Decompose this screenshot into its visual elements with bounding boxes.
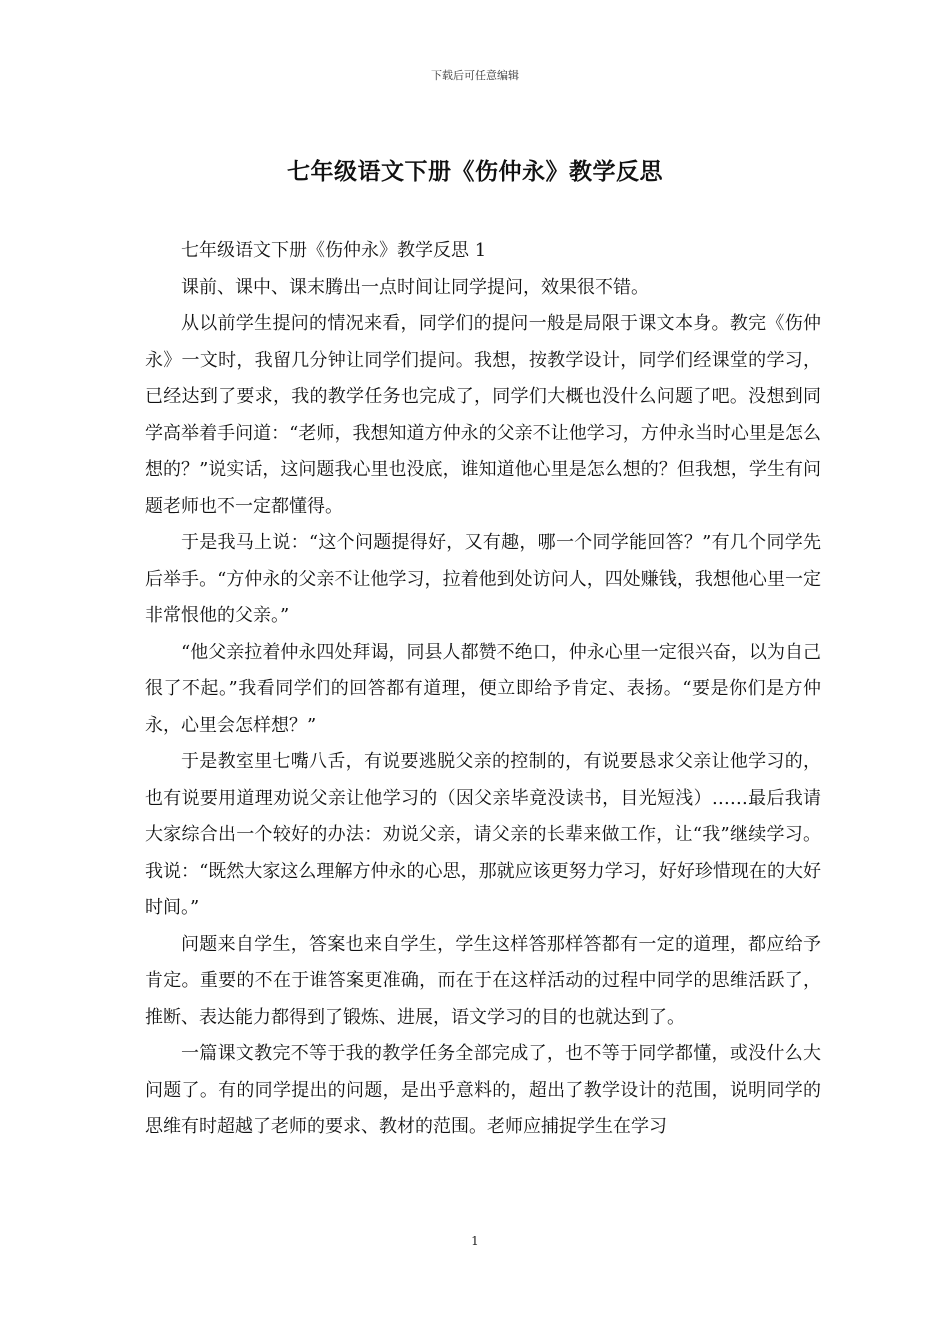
page-number: 1 bbox=[471, 1234, 479, 1248]
body-paragraph: 于是我马上说：“这个问题提得好，又有趣，哪一个同学能回答？”有几个同学先后举手。“方仲永的父亲不让他学习，拉着他到处访问人，四处赚钱，我想他心里一定非常恨他的父亲。” bbox=[145, 532, 821, 626]
page-header: 下载后可任意编辑 bbox=[431, 69, 519, 82]
body-paragraph: 从以前学生提问的情况来看，同学们的提问一般是局限于课文本身。教完《伤仲永》一文时，我留几分钟让同学们提问。我想，按教学设计，同学们经课堂的学习，已经达到了要求，我的教学任务也完成了，同学们大概也没什么问题了吧。没想到同学高举着手问道：“老师，我想知道方仲永的父亲不让他学习，方仲永当时心里是怎么想的？”说实话，这问题我心里也没底，谁知道他心里是怎么想的？但我想，学生有问题老师也不一定都懂得。 bbox=[145, 313, 821, 517]
body-paragraph: 一篇课文教完不等于我的教学任务全部完成了，也不等于同学都懂，或没什么大问题了。有的同学提出的问题，是出乎意料的，超出了教学设计的范围，说明同学的思维有时超越了老师的要求、教材的范围。老师应捕捉学生在学习 bbox=[145, 1043, 821, 1137]
body-paragraph: “他父亲拉着仲永四处拜谒，同县人都赞不绝口，仲永心里一定很兴奋，以为自己很了不起。”我看同学们的回答都有道理，便立即给予肯定、表扬。“要是你们是方仲永，心里会怎样想？” bbox=[145, 641, 821, 736]
subtitle-paragraph: 七年级语文下册《伤仲永》教学反思 1 bbox=[181, 240, 487, 261]
body-paragraph: 问题来自学生，答案也来自学生，学生这样答那样答都有一定的道理，都应给予肯定。重要的不在于谁答案更准确，而在于在这样活动的过程中同学的思维活跃了，推断、表达能力都得到了锻炼、进展，语文学习的目的也就达到了。 bbox=[145, 933, 821, 1028]
document-body bbox=[145, 233, 821, 1146]
body-paragraph: 课前、课中、课末腾出一点时间让同学提问，效果很不错。 bbox=[181, 276, 649, 298]
body-paragraph: 于是教室里七嘴八舌，有说要逃脱父亲的控制的，有说要恳求父亲让他学习的，也有说要用道理劝说父亲让他学习的（因父亲毕竟没读书，目光短浅）……最后我请大家综合出一个较好的办法：劝说父亲，请父亲的长辈来做工作，让“我”继续学习。我说：“既然大家这么理解方仲永的心思，那就应该更努力学习，好好珍惜现在的大好时间。” bbox=[145, 751, 821, 918]
document-title: 七年级语文下册《伤仲永》教学反思 bbox=[287, 158, 663, 185]
